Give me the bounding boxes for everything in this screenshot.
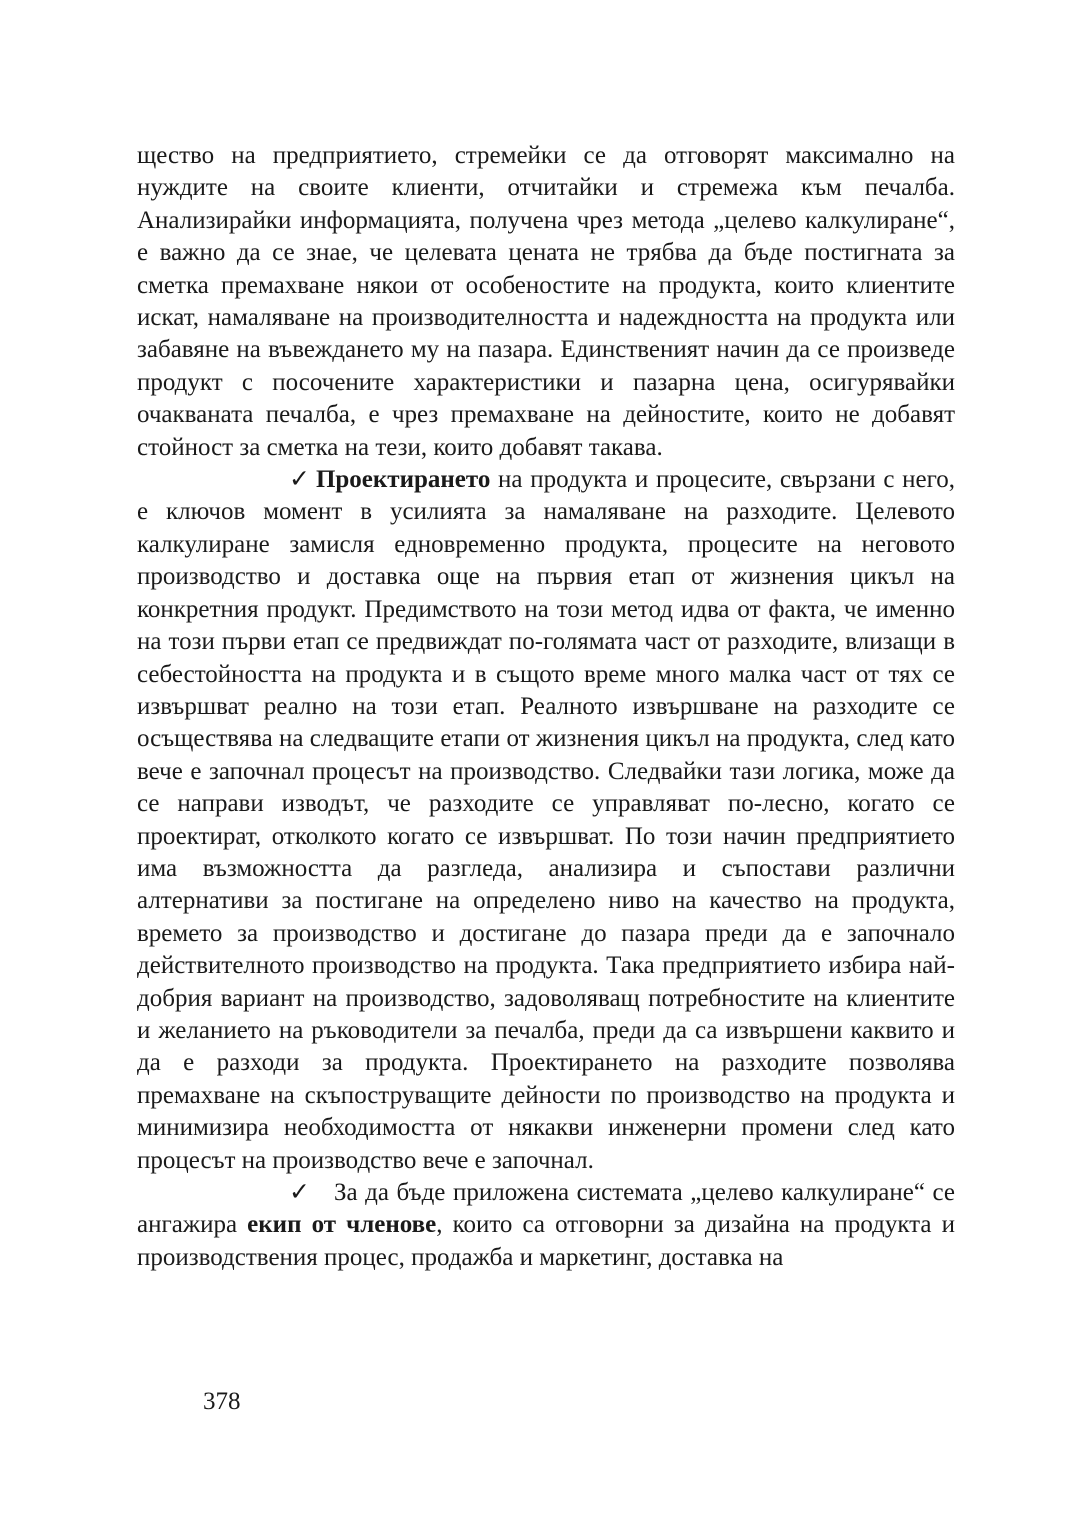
page-number: 378 bbox=[203, 1388, 241, 1415]
paragraph-1-text: щество на предприятието, стремейки се да отговорят максимално на нуждите на своите клиенти, отчитайки и стремежа към печалба. Анализирайки информацията, получена чрез метода „целево калкулиране“, е важно да се знае, че целевата цената не трябва да бъде постигната за сметка премахване някои от особеностите на продукта, които клиентите искат, намаляване на производителността и надеждността на продукта или забавяне на въвеждането му на пазара. Единственият начин да се произведе продукт с посочените характеристики и пазарна цена, осигурявайки очакваната печалба, е чрез премахване на дейностите, които не добавят стойност за сметка на тези, които добавят такава. bbox=[137, 142, 955, 461]
paragraph-3 bbox=[137, 1177, 955, 1274]
paragraph-3-text-after: , които са отговорни за дизайна на продукта и производствения процес, продажба и маркетинг, доставка на bbox=[137, 1211, 955, 1271]
checkmark-icon: ✓ bbox=[289, 1179, 310, 1206]
paragraph-2 bbox=[137, 464, 955, 1177]
paragraph-3-bold-term: екип от членове bbox=[247, 1211, 437, 1239]
paragraph-3-text-before: За да бъде приложена системата „целево калкулиране“ се ангажира bbox=[137, 1179, 955, 1239]
paragraph-2-bold-term: Проектирането bbox=[315, 466, 491, 494]
paragraph-2-text: на продукта и процесите, свързани с него, е ключов момент в усилията за намаляване на разходите. Целевото калкулиране замисля едновременно продукта, процесите на неговото производство и доставка още на първия етап от жизнения цикъл на конкретния продукт. Предимството на този метод идва от факта, че именно на този първи етап се предвиждат по-голямата част от разходите, влизащи в себестойността на продукта и в същото време много малка част от тях се извършват реално на този етап. Реалното извършване на разходите се осъществява на следващите етапи от жизнения цикъл на продукта, след като вече е започнал процесът на производство. Следвайки тази логика, може да се направи изводът, че разходите се управляват по-лесно, когато се проектират, отколкото когато се извършват. По този начин предприятието има възможността да разгледа, анализира и съпостави различни алтернативи за постигане на определено ниво на качество на продукта, времето за производство и достигане до пазара преди да е започнало действителното производство на продукта. Така предприятието избира найдобрия вариант на производство, задоволяващ потребностите на клиентите и желанието на ръководители за печалба, преди да са извършени каквито и да е разходи за продукта. Проектирането на разходите позволява премахване на скъпоструващите дейности по производство на продукта и минимизира необходимостта от някакви инженерни промени след като процесът на производство вече е започнал. bbox=[137, 466, 955, 1174]
paragraph-1 bbox=[137, 140, 955, 464]
page-body bbox=[137, 140, 955, 1274]
checkmark-icon: ✓ bbox=[289, 466, 310, 494]
